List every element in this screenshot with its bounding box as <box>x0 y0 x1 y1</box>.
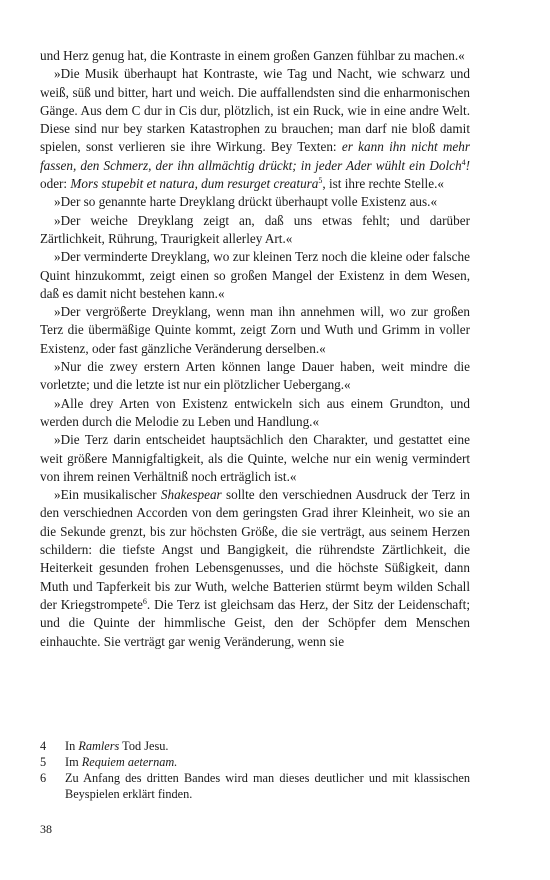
footnotes <box>40 738 470 802</box>
page-number: 38 <box>40 822 52 836</box>
paragraph <box>40 65 470 193</box>
footnote <box>40 754 470 770</box>
paragraph <box>40 303 470 358</box>
italic-text: Shakespear <box>160 487 222 503</box>
text-run: Zu Anfang des dritten Bandes wird man dieses deutlicher und mit klassischen Beyspielen erklärt finden. <box>65 771 470 801</box>
footnote-number: 6 <box>40 771 47 785</box>
text-run: . Die Terz ist gleichsam das Herz, der Sitz der Leidenschaft; und die Quinte der himmlische Geist, den der Schöpfer dem Menschen einhauchte. Sie verträgt gar wenig Veränderung, wenn sie <box>40 596 470 649</box>
text-run: »Der vergrößerte Dreyklang, wenn man ihn annehmen will, wo zur großen Terz die übermäßige Quinte kommt, zeigt Zorn und Wuth und Grimm in voller Existenz, oder fast gänzliche Veränderung derselben.« <box>40 304 470 356</box>
body-text <box>40 47 470 651</box>
footnote-reference: 6 <box>142 596 147 606</box>
italic-text: ! <box>465 157 470 173</box>
italic-text: Mors stupebit et natura, dum resurget creatura <box>70 176 319 192</box>
paragraph <box>40 358 470 395</box>
italic-text: Ramlers <box>78 739 120 753</box>
text-run: Im <box>65 755 82 769</box>
paragraph <box>40 212 470 249</box>
footnote <box>40 770 470 802</box>
footnote-number: 4 <box>40 739 47 753</box>
paragraph <box>40 193 470 211</box>
text-run: In <box>65 739 79 753</box>
text-run: Tod Jesu. <box>119 739 169 753</box>
text-run: »Der so genannte harte Dreyklang drückt überhaupt volle Existenz aus.« <box>54 194 438 210</box>
text-run: sollte den verschiednen Ausdruck der Terz in den verschiednen Accorden von dem geringsten Grad ihrer Kleinheit, wo sie an die Sekunde grenzt, bis zur höchsten Größe, die sie verträgt, aus seinem Herzen schildern: die tiefste Angst und Bangigkeit, die rührendste Zärtlichkeit, die Heiterkeit gesunden frohen Lebensgenusses, und die höchste Süßigkeit, dann Muth und Tapferkeit bis zur Wuth, welche Batterien stürmt beym wilden Schall der Kriegstrompete <box>40 487 470 612</box>
footnote-reference: 4 <box>461 157 466 167</box>
paragraph <box>40 395 470 432</box>
text-run: , ist ihre rechte Stelle.« <box>322 176 444 192</box>
text-run: oder: <box>40 176 71 192</box>
paragraph <box>40 431 470 486</box>
footnote-text <box>65 754 470 770</box>
paragraph <box>40 486 470 651</box>
paragraph <box>40 248 470 303</box>
paragraph <box>40 47 470 65</box>
footnote <box>40 738 470 754</box>
text-run: »Die Terz darin entscheidet hauptsächlich den Charakter, und gestattet eine weit größere Mannigfaltigkeit, als die Quinte, welche nur ein wenig vermindert von ihrem reinen Verhältniß noch erträglich ist.« <box>40 432 470 484</box>
text-run: »Alle drey Arten von Existenz entwickeln sich aus einem Grundton, und werden durch die Melodie zu Leben und Handlung.« <box>40 395 470 429</box>
italic-text: Requiem aeternam. <box>81 755 178 769</box>
footnote-number: 5 <box>40 755 47 769</box>
footnote-reference: 5 <box>318 176 323 186</box>
footnote-text <box>65 770 470 802</box>
text-run: »Der weiche Dreyklang zeigt an, daß uns etwas fehlt; und darüber Zärtlichkeit, Rührung, Traurigkeit allerley Art.« <box>40 212 470 246</box>
text-run: »Der verminderte Dreyklang, wo zur kleinen Terz noch die kleine oder falsche Quint hinzukommt, zeigt einen so großen Mangel der Existenz in dem Wesen, daß es damit nicht bestehen kann.« <box>40 249 470 301</box>
text-run: »Nur die zwey erstern Arten können lange Dauer haben, weit mindre die vorletzte; und die letzte ist nur ein plötzlicher Uebergang.« <box>40 359 470 393</box>
text-run: »Ein musikalischer <box>54 487 161 503</box>
text-run: und Herz genug hat, die Kontraste in einem großen Ganzen fühlbar zu machen.« <box>40 48 465 63</box>
text-run: »Die Musik überhaupt hat Kontraste, wie Tag und Nacht, wie schwarz und weiß, süß und bitter, hart und weich. Die auffallendsten sind die enharmonischen Gänge. Aus dem C dur in Cis dur, plötzlich, ist ein Ruck, wie in eine andre Welt. Diese sind nur bey starken Katastrophen zu brauchen; man darf nie bloß damit spielen, sonst verlieren sie ihre Wirkung. Bey Texten: <box>40 66 470 155</box>
italic-text: er kann ihn nicht mehr fassen, den Schmerz, der ihn allmächtig drückt; in jeder Ader wühlt ein Dolch <box>40 139 470 173</box>
footnote-text <box>65 738 470 754</box>
